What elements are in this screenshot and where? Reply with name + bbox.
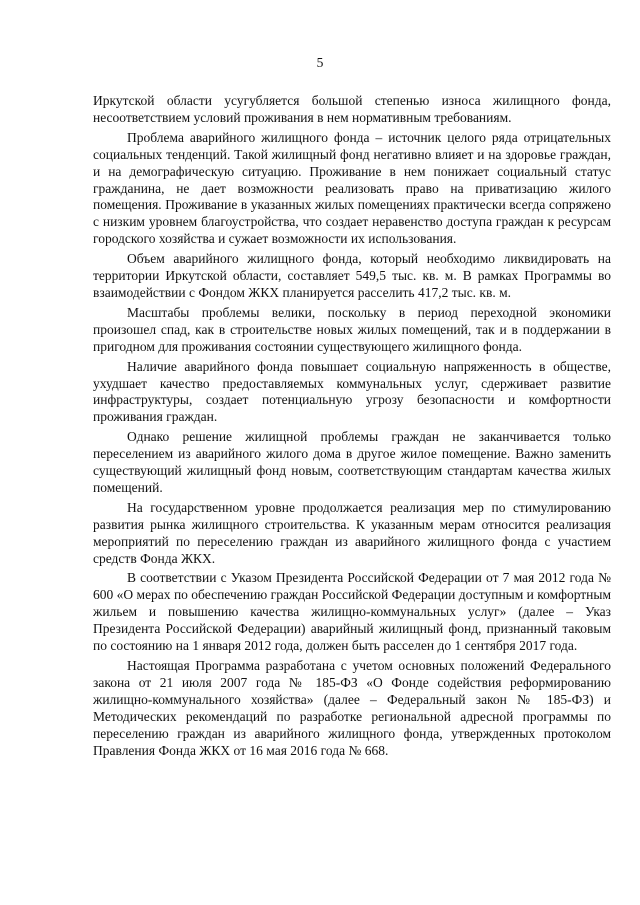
- paragraph-emergency-housing-problem: Проблема аварийного жилищного фонда – источник целого ряда отрицательных социальных тенденций. Такой жилищный фонд негативно влияет и на здоровье граждан, и на демографическую ситуацию. Проживание в нем понижает социальный статус гражданина, не дает возможности реализовать право на приватизацию жилого помещения. Проживание в указанных жилых помещениях практически всегда сопряжено с низким уровнем благоустройства, что создает неравенство доступа граждан к ресурсам городского хозяйства и сужает возможности их использования.: [93, 129, 611, 247]
- paragraph-social-tension: Наличие аварийного фонда повышает социальную напряженность в обществе, ухудшает качество предоставляемых коммунальных услуг, сдерживает развитие инфраструктуры, создает потенциальную угрозу безопасности и комфортности проживания граждан.: [93, 358, 611, 425]
- paragraph-continuation: Иркутской области усугубляется большой степенью износа жилищного фонда, несоответствием условий проживания в нем нормативным требованиям.: [93, 93, 611, 125]
- document-body: [93, 93, 611, 759]
- paragraph-state-measures: На государственном уровне продолжается реализация мер по стимулированию развития рынка жилищного строительства. К указанным мерам относится реализация мероприятий по переселению граждан из аварийного жилищного фонда с участием средств Фонда ЖКХ.: [93, 499, 611, 566]
- paragraph-program-basis: Настоящая Программа разработана с учетом основных положений Федерального закона от 21 июля 2007 года № 185-ФЗ «О Фонде содействия реформированию жилищно-коммунального хозяйства» (далее – Федеральный закон № 185-ФЗ) и Методических рекомендаций по разработке региональной адресной программы по переселению граждан из аварийного жилищного фонда, утвержденных протоколом Правления Фонда ЖКХ от 16 мая 2016 года № 668.: [93, 658, 611, 758]
- paragraph-problem-scale: Масштабы проблемы велики, поскольку в период переходной экономики произошел спад, как в строительстве новых жилых помещений, так и в поддержании в пригодном для проживания состоянии существующего жилищного фонда.: [93, 304, 611, 354]
- paragraph-housing-volume: Объем аварийного жилищного фонда, который необходимо ликвидировать на территории Иркутской области, составляет 549,5 тыс. кв. м. В рамках Программы во взаимодействии с Фондом ЖКХ планируется расселить 417,2 тыс. кв. м.: [93, 251, 611, 300]
- paragraph-housing-solution: Однако решение жилищной проблемы граждан не заканчивается только переселением из аварийного жилого дома в другое жилое помещение. Важно заменить существующий жилищный фонд новым, соответствующим стандартам качества жилых помещений.: [93, 429, 611, 495]
- page-number: 5: [316, 55, 324, 70]
- paragraph-presidential-decree: В соответствии с Указом Президента Российской Федерации от 7 мая 2012 года № 600 «О мерах по обеспечению граждан Российской Федерации доступным и комфортным жильем и повышению качества жилищно-коммунальных услуг» (далее – Указ Президента Российской Федерации) аварийный жилищный фонд, признанный таковым по состоянию на 1 января 2012 года, должен быть расселен до 1 сентября 2017 года.: [93, 570, 611, 654]
